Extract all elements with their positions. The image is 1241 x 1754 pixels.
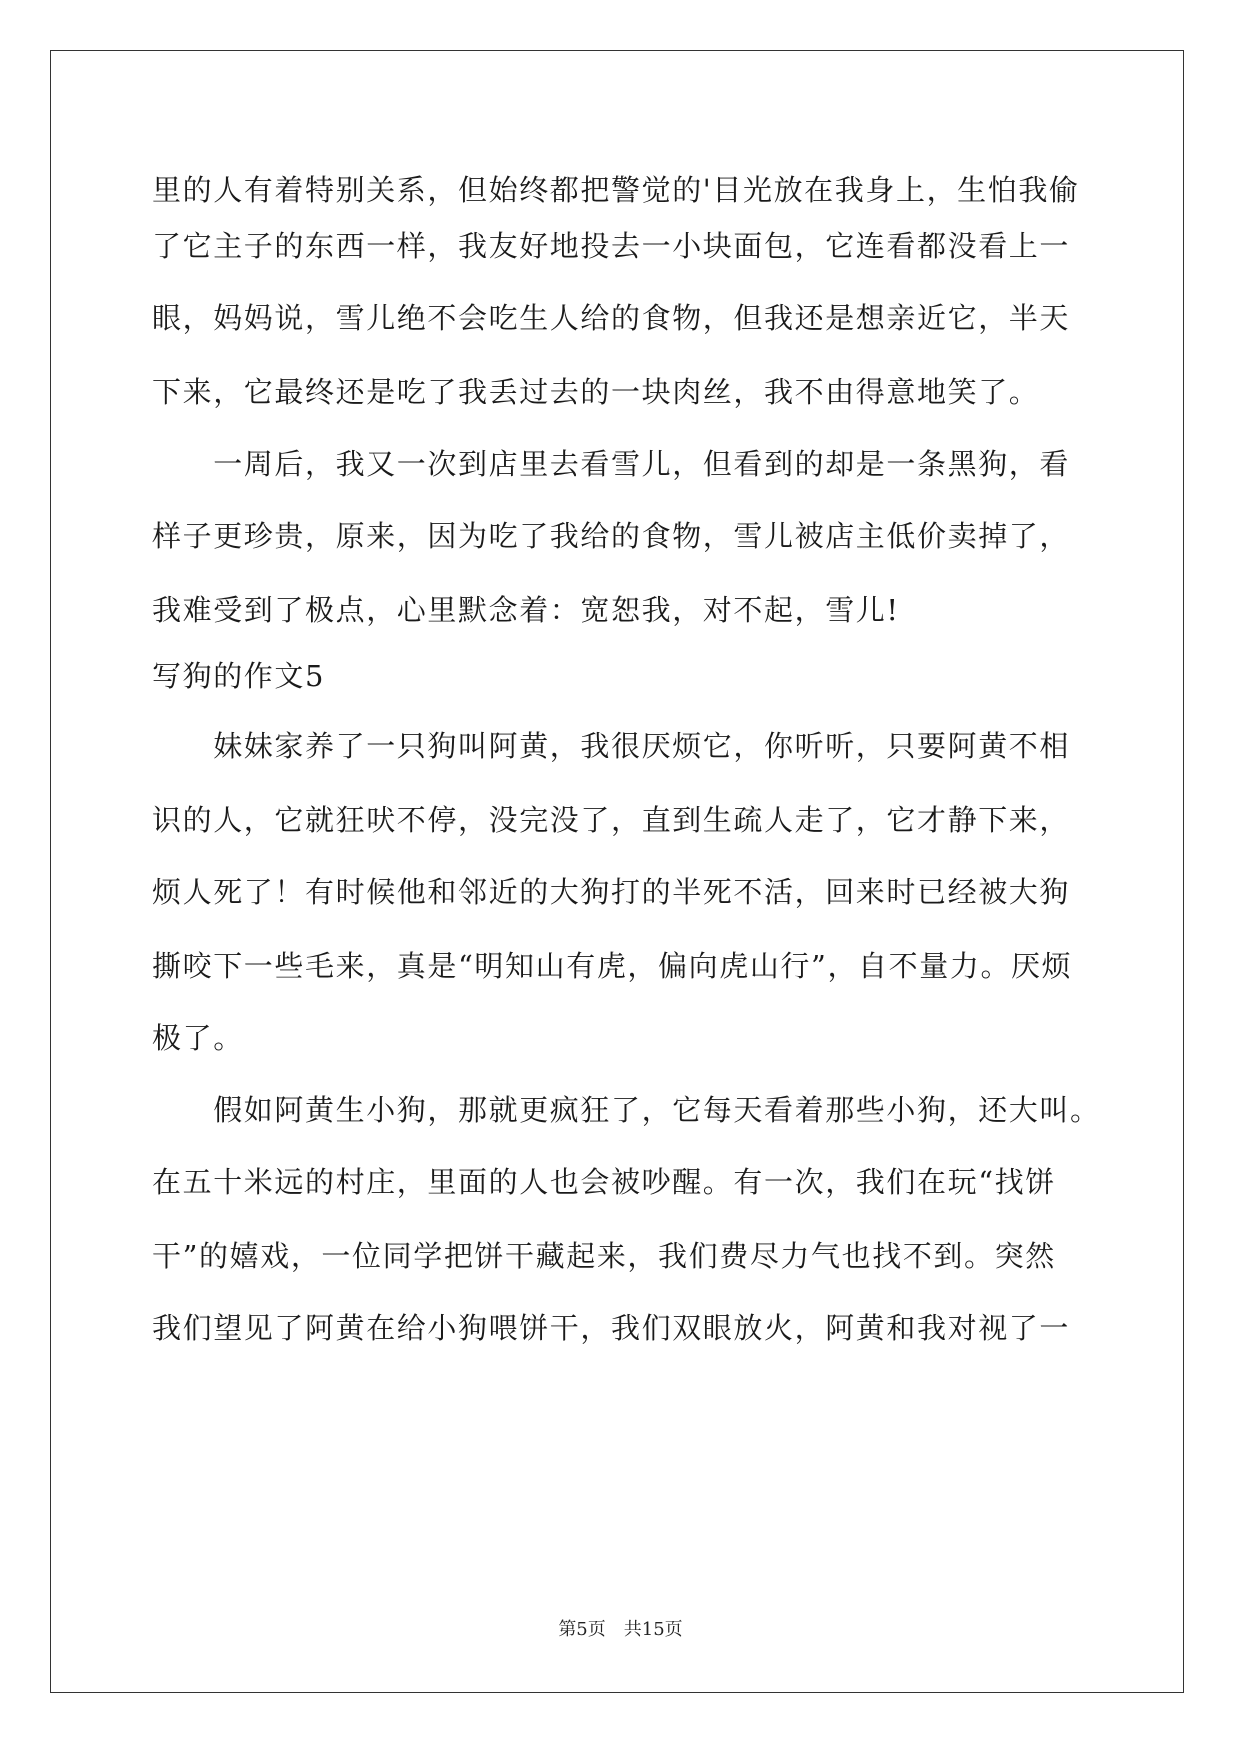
page-footer — [0, 1618, 1241, 1642]
text-line: 识的人，它就狂吠不停，没完没了，直到生疏人走了，它才静下来， — [152, 803, 1071, 837]
text-line: 干”的嬉戏，一位同学把饼干藏起来，我们费尽力气也找不到。突然 — [152, 1239, 1056, 1273]
text-line: 妹妹家养了一只狗叫阿黄，我很厌烦它，你听听，只要阿黄不相 — [152, 729, 1071, 763]
text-line: 下来，它最终还是吃了我丢过去的一块肉丝，我不由得意地笑了。 — [152, 375, 1040, 409]
text-line: 假如阿黄生小狗，那就更疯狂了，它每天看着那些小狗，还大叫。 — [152, 1093, 1101, 1127]
text-line: 里的人有着特别关系，但始终都把警觉的'目光放在我身上，生怕我偷 — [152, 173, 1080, 207]
text-line: 眼，妈妈说，雪儿绝不会吃生人给的食物，但我还是想亲近它，半天 — [152, 301, 1071, 335]
text-line: 我们望见了阿黄在给小狗喂饼干，我们双眼放火，阿黄和我对视了一 — [152, 1311, 1071, 1345]
text-line: 我难受到了极点，心里默念着：宽恕我，对不起，雪儿! — [152, 593, 900, 627]
text-line: 撕咬下一些毛来，真是“明知山有虎，偏向虎山行”，自不量力。厌烦 — [152, 949, 1073, 983]
text-line: 了它主子的东西一样，我友好地投去一小块面包，它连看都没看上一 — [152, 229, 1071, 263]
text-line: 一周后，我又一次到店里去看雪儿，但看到的却是一条黑狗，看 — [152, 447, 1071, 481]
page-number: 第5页 — [558, 1619, 606, 1640]
section-title: 写狗的作文5 — [152, 659, 326, 693]
page-total: 共15页 — [623, 1619, 683, 1640]
text-line: 在五十米远的村庄，里面的人也会被吵醒。有一次，我们在玩“找饼 — [152, 1165, 1056, 1199]
text-line: 极了。 — [152, 1021, 244, 1055]
text-line: 烦人死了！有时候他和邻近的大狗打的半死不活，回来时已经被大狗 — [152, 875, 1071, 909]
text-line: 样子更珍贵，原来，因为吃了我给的食物，雪儿被店主低价卖掉了， — [152, 519, 1071, 553]
